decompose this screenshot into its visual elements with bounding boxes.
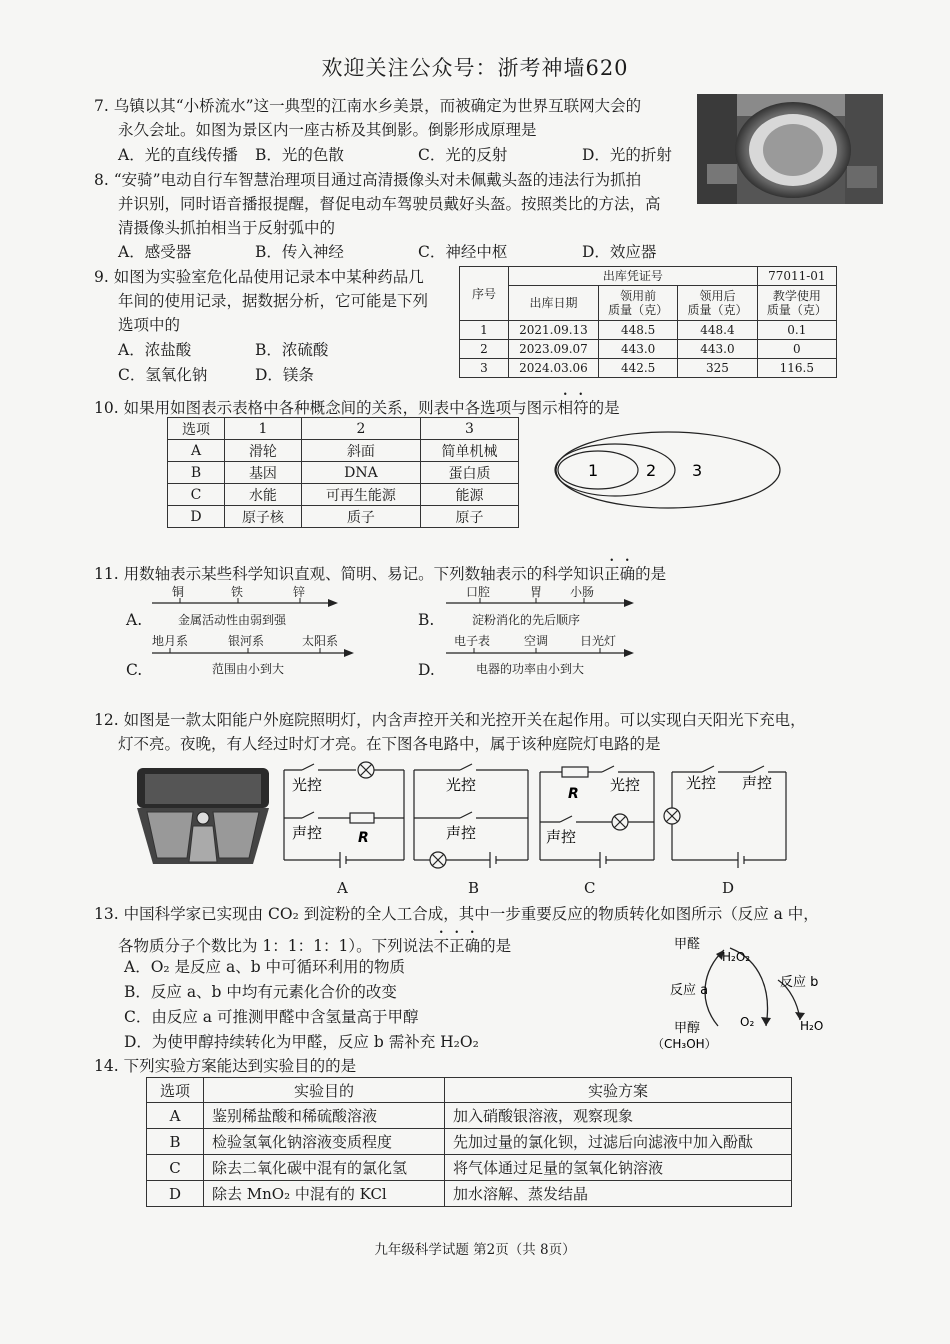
q11-c-tick-3: 太阳系 [302, 634, 339, 648]
table-cell: 442.5 [598, 359, 677, 378]
table-cell: 116.5 [757, 359, 836, 378]
circuit-a [280, 760, 408, 872]
q7-option-d: D．光的折射 [582, 146, 672, 164]
table-cell: DNA [301, 462, 420, 484]
table-cell: 443.0 [598, 340, 677, 359]
q13-stem-pre: 各物质分子个数比为 1：1：1：1）。下列说法 [118, 937, 434, 955]
q11-b-tick-1: 口腔 [466, 585, 491, 599]
circuit-caption-a: A [337, 879, 348, 897]
table-header: 选项 [168, 418, 225, 440]
table-cell: 2 [460, 340, 509, 359]
q11-b-tick-3: 小肠 [570, 585, 595, 599]
table-cell: 加入硝酸银溶液，观察现象 [445, 1103, 792, 1129]
q10-stem [94, 390, 620, 418]
q11-option-b-letter: B. [418, 611, 435, 629]
table-row [147, 1103, 792, 1129]
table-cell: 0 [757, 340, 836, 359]
table-cell: 2023.09.07 [509, 340, 599, 359]
table-cell: C [168, 484, 225, 506]
label-h2o2: H₂O₂ [722, 950, 751, 964]
table-cell: 448.5 [598, 321, 677, 340]
table-cell: 斜面 [301, 440, 420, 462]
q9-header-before: 领用前 质量（克） [598, 286, 677, 321]
table-cell: 原子 [420, 506, 518, 528]
table-row [168, 506, 519, 528]
q10-stem-emphasis: 相符 [557, 399, 589, 417]
table-row [168, 440, 519, 462]
circuit-caption-d: D [722, 879, 735, 897]
q11-d-tick-2: 空调 [524, 634, 549, 648]
label-methanol-formula: （CH₃OH） [652, 1037, 717, 1051]
ellipse-label-1: 1 [588, 461, 599, 480]
circuit-b [410, 760, 534, 872]
q11-stem-pre: 11. 用数轴表示某些科学知识直观、简明、易记。下列数轴表示的科学知识 [94, 565, 605, 583]
circuit-c-sound-switch: 声控 [546, 828, 577, 846]
q9-option-c: C．氢氧化钠 [118, 366, 208, 384]
table-cell: 滑轮 [225, 440, 302, 462]
q9-header-date: 出库日期 [509, 286, 599, 321]
q9-option-d: D．镁条 [255, 366, 314, 384]
q13-option-a: A．O₂ 是反应 a、b 中可循环利用的物质 [124, 958, 406, 976]
q11-a-tick-1: 铜 [172, 585, 185, 599]
q11-d-tick-1: 电子表 [454, 634, 491, 648]
q14-experiment-table [146, 1077, 792, 1207]
q11-option-c-letter: C. [126, 661, 143, 679]
table-cell: D [147, 1181, 204, 1207]
table-cell: 原子核 [225, 506, 302, 528]
q11-a-tick-3: 锌 [293, 585, 306, 599]
table-cell: 基因 [225, 462, 302, 484]
q14-stem: 14. 下列实验方案能达到实验目的的是 [94, 1057, 357, 1075]
q11-c-caption: 范围由小到大 [212, 662, 285, 676]
q13-option-d: D．为使甲醇持续转化为甲醛，反应 b 需补充 H₂O₂ [124, 1033, 479, 1051]
table-cell: D [168, 506, 225, 528]
table-cell: 2021.09.13 [509, 321, 599, 340]
label-formaldehyde: 甲醛 [674, 937, 701, 952]
q8-stem-line1: 8. “安骑”电动自行车智慧治理项目通过高清摄像头对未佩戴头盔的违法行为抓拍 [94, 171, 642, 189]
q12-stem-line2: 灯不亮。夜晚，有人经过时灯才亮。在下图各电路中，属于该种庭院灯电路的是 [118, 735, 661, 753]
q7-stem-line1: 7. 乌镇以其“小桥流水”这一典型的江南水乡美景，而被确定为世界互联网大会的 [94, 97, 642, 115]
table-row [147, 1181, 792, 1207]
q8-option-a: A．感受器 [118, 243, 192, 261]
table-cell: 3 [460, 359, 509, 378]
q12-stem-line1: 12. 如图是一款太阳能户外庭院照明灯，内含声控开关和光控开关在起作用。可以实现白天阳光下充电， [94, 711, 806, 729]
table-cell: 除去二氧化碳中混有的氯化氢 [204, 1155, 445, 1181]
q7-option-c: C．光的反射 [418, 146, 508, 164]
q10-stem-post: 的是 [588, 399, 620, 417]
table-cell: 蛋白质 [420, 462, 518, 484]
q13-stem-post: 的是 [480, 937, 512, 955]
q13-stem-emphasis: 不正确 [433, 937, 481, 955]
table-row [460, 321, 837, 340]
table-cell: 加水溶解、蒸发结晶 [445, 1181, 792, 1207]
q10-stem-pre: 10. 如果用如图表示表格中各种概念间的关系，则表中各选项与图示 [94, 399, 558, 417]
ellipse-label-2: 2 [646, 461, 657, 480]
table-header: 1 [225, 418, 302, 440]
table-row [460, 359, 837, 378]
table-cell: 1 [460, 321, 509, 340]
ellipse-label-3: 3 [692, 461, 703, 480]
q9-voucher-no: 77011-01 [757, 267, 836, 286]
q8-option-c: C．神经中枢 [418, 243, 508, 261]
bridge-photo [697, 94, 883, 204]
q13-option-c: C．由反应 a 可推测甲醛中含氢量高于甲醇 [124, 1008, 419, 1026]
circuit-c-resistor: R [568, 786, 579, 802]
table-header: 2 [301, 418, 420, 440]
circuit-d [662, 760, 794, 872]
q11-b-caption: 淀粉消化的先后顺序 [472, 613, 581, 627]
table-cell: 水能 [225, 484, 302, 506]
ellipse-2 [555, 444, 675, 496]
q8-option-b: B．传入神经 [255, 243, 344, 261]
label-reaction-b: 反应 b [780, 975, 819, 990]
q9-stem-line1: 9. 如图为实验室危化品使用记录本中某种药品几 [94, 268, 424, 286]
q9-stem-line3: 选项中的 [118, 316, 181, 334]
q11-c-tick-2: 银河系 [228, 634, 265, 648]
q11-d-caption: 电器的功率由小到大 [476, 662, 585, 676]
table-row [147, 1155, 792, 1181]
table-header: 实验方案 [445, 1078, 792, 1103]
label-h2o: H₂O [800, 1019, 824, 1033]
table-row [147, 1129, 792, 1155]
q11-a-caption: 金属活动性由弱到强 [178, 613, 287, 627]
table-cell: 2024.03.06 [509, 359, 599, 378]
table-header: 3 [420, 418, 518, 440]
circuit-d-sound-switch: 声控 [742, 774, 773, 792]
table-cell: 0.1 [757, 321, 836, 340]
table-cell: 检验氢氧化钠溶液变质程度 [204, 1129, 445, 1155]
q10-concept-table [167, 417, 519, 528]
q13-stem-line1: 13. 中国科学家已实现由 CO₂ 到淀粉的全人工合成，其中一步重要反应的物质转化如图所示（反应 a 中， [94, 905, 819, 923]
q9-col-index: 序号 [460, 267, 509, 321]
table-cell: 可再生能源 [301, 484, 420, 506]
q11-stem-post: 的是 [635, 565, 667, 583]
q11-d-tick-3: 日光灯 [580, 634, 617, 648]
circuit-c-light-switch: 光控 [610, 776, 641, 794]
q13-option-b: B．反应 a、b 中均有元素化合价的改变 [124, 983, 397, 1001]
q9-usage-table [459, 266, 837, 378]
label-o2: O₂ [740, 1015, 755, 1029]
circuit-b-sound-switch: 声控 [446, 824, 477, 842]
table-cell: 先加过量的氯化钡，过滤后向滤液中加入酚酞 [445, 1129, 792, 1155]
q7-option-a: A．光的直线传播 [118, 146, 238, 164]
label-reaction-a: 反应 a [670, 983, 709, 998]
q11-b-tick-2: 胃 [530, 585, 543, 599]
circuit-a-light-switch: 光控 [292, 776, 323, 794]
page-footer: 九年级科学试题 第2页（共 8页） [374, 1242, 576, 1258]
q10-nested-ellipses [550, 428, 790, 512]
table-cell: 鉴别稀盐酸和稀硫酸溶液 [204, 1103, 445, 1129]
table-cell: 448.4 [678, 321, 757, 340]
q13-reaction-cycle [640, 930, 840, 1054]
q9-header-used: 教学使用 质量（克） [757, 286, 836, 321]
table-cell: A [147, 1103, 204, 1129]
q11-option-a-letter: A. [126, 611, 143, 629]
q8-option-d: D．效应器 [582, 243, 657, 261]
q13-stem-line2 [118, 928, 511, 956]
table-row [168, 462, 519, 484]
table-cell: B [168, 462, 225, 484]
q9-stem-line2: 年间的使用记录，据数据分析，它可能是下列 [118, 292, 429, 310]
q11-c-tick-1: 地月系 [152, 634, 189, 648]
table-cell: 443.0 [678, 340, 757, 359]
circuit-b-light-switch: 光控 [446, 776, 477, 794]
table-cell: A [168, 440, 225, 462]
page-header: 欢迎关注公众号：浙考神墙620 [321, 56, 629, 80]
circuit-a-sound-switch: 声控 [292, 824, 323, 842]
table-cell: 质子 [301, 506, 420, 528]
table-cell: 能源 [420, 484, 518, 506]
q9-option-a: A．浓盐酸 [118, 341, 192, 359]
q9-header-after: 领用后 质量（克） [678, 286, 757, 321]
q7-stem-line2: 永久会址。如图为景区内一座古桥及其倒影。倒影形成原理是 [118, 121, 537, 139]
table-cell: B [147, 1129, 204, 1155]
q11-a-tick-2: 铁 [231, 585, 244, 599]
table-cell: 简单机械 [420, 440, 518, 462]
q11-option-d-letter: D. [418, 661, 435, 679]
label-methanol: 甲醇 [674, 1021, 701, 1036]
circuit-caption-c: C [584, 879, 596, 897]
q11-stem [94, 556, 666, 584]
table-row [460, 340, 837, 359]
table-cell: 将气体通过足量的氢氧化钠溶液 [445, 1155, 792, 1181]
table-cell: 325 [678, 359, 757, 378]
table-cell: 除去 MnO₂ 中混有的 KCl [204, 1181, 445, 1207]
q9-voucher-label: 出库凭证号 [509, 267, 758, 286]
q11-stem-emphasis: 正确 [604, 565, 636, 583]
circuit-c [536, 760, 658, 872]
table-header: 选项 [147, 1078, 204, 1103]
table-row [168, 484, 519, 506]
table-cell: C [147, 1155, 204, 1181]
q9-option-b: B．浓硫酸 [255, 341, 329, 359]
circuit-a-resistor: R [358, 830, 369, 846]
q8-stem-line3: 清摄像头抓拍相当于反射弧中的 [118, 219, 336, 237]
circuit-caption-b: B [468, 879, 480, 897]
q7-option-b: B．光的色散 [255, 146, 344, 164]
q8-stem-line2: 并识别，同时语音播报提醒，督促电动车驾驶员戴好头盔。按照类比的方法，高 [118, 195, 661, 213]
table-header: 实验目的 [204, 1078, 445, 1103]
circuit-d-light-switch: 光控 [686, 774, 717, 792]
solar-lamp-image [133, 766, 273, 870]
